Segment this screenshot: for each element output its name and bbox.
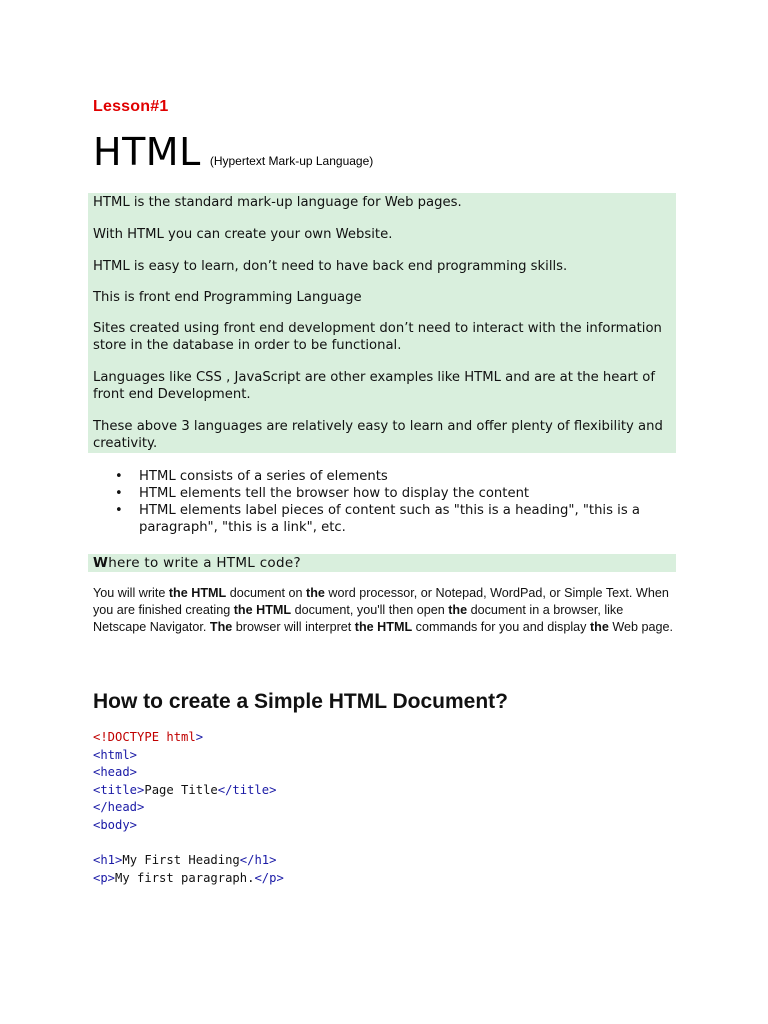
page-title [93,130,373,174]
intro-paragraph: These above 3 languages are relatively easy to learn and offer plenty of flexibility and creativity. [93,419,663,451]
code-tag: </title> [217,782,277,797]
code-line [93,729,284,747]
code-tag: <title> [93,782,145,797]
text-run: commands for you and display [412,620,590,634]
bullet-icon: • [115,486,123,501]
where-heading [93,555,301,571]
code-text: My first paragraph. [115,870,255,885]
text-run: browser will interpret [232,620,355,634]
code-line [93,747,284,765]
intro-paragraph: HTML is easy to learn, don’t need to have back end programming skills. [93,259,568,274]
bold-run: the HTML [168,586,227,600]
where-paragraph [93,585,678,636]
bold-run: the HTML [233,603,292,617]
code-tag: <h1> [93,853,123,868]
intro-paragraph: Sites created using front end development don’t need to interact with the information store in the database in order to be functional. [93,321,662,353]
text-run: word processor, or Notepad, WordPad, or Simple Text. When you are finished creating [93,586,669,617]
code-tag: <body> [93,817,138,832]
text-run: You will write [93,586,169,600]
code-text: Page Title [144,782,218,797]
code-line [93,852,284,870]
code-tag: > [195,730,204,744]
text-run: Web page. [608,620,674,634]
bullet-icon: • [115,503,123,518]
list-item [110,502,680,536]
intro-paragraph: With HTML you can create your own Website. [93,227,393,242]
bullet-icon: • [115,469,123,484]
bold-run: the [306,586,325,600]
code-line [93,870,284,888]
list-item [110,468,680,485]
code-tag: <p> [93,870,116,885]
bold-run: the HTML [354,620,413,634]
section-heading: How to create a Simple HTML Document? [93,690,509,713]
code-tag: </h1> [239,853,277,868]
code-line [93,764,284,782]
code-sample [93,729,284,887]
list-item-text: HTML consists of a series of elements [139,469,388,484]
code-line [93,799,284,817]
lesson-label: Lesson#1 [93,98,169,115]
list-item-text: HTML elements label pieces of content such as "this is a heading", "this is a paragraph", "this is a link", etc. [139,503,640,535]
title-subtitle: (Hypertext Mark-up Language) [209,154,374,168]
bold-run: the [448,603,468,617]
code-tag: </p> [254,870,284,885]
text-run: document in a browser, like Netscape Navigator. [93,603,624,634]
where-heading-initial: W [93,555,109,571]
bold-run: the [589,620,609,634]
intro-paragraph: This is front end Programming Language [93,290,362,305]
code-line [93,782,284,800]
list-item-text: HTML elements tell the browser how to display the content [139,486,530,501]
bold-run: The [209,620,233,634]
where-heading-rest: here to write a HTML code? [108,555,301,571]
code-tag: </head> [93,800,145,815]
intro-paragraph: HTML is the standard mark-up language for Web pages. [93,195,462,210]
code-tag: <html> [93,747,138,762]
code-tag: <head> [93,765,138,780]
intro-paragraph: Languages like CSS , JavaScript are other examples like HTML and are at the heart of front end Development. [93,370,655,402]
text-run: document, you'll then open [291,603,449,617]
text-run: document on [226,586,307,600]
code-blank-line [93,835,284,853]
list-item [110,485,680,502]
code-text: My First Heading [122,853,240,868]
code-line [93,817,284,835]
code-doctype: <!DOCTYPE [93,730,167,744]
title-main: HTML [93,130,201,174]
feature-bullet-list [110,468,680,536]
code-keyword: html [166,730,196,744]
